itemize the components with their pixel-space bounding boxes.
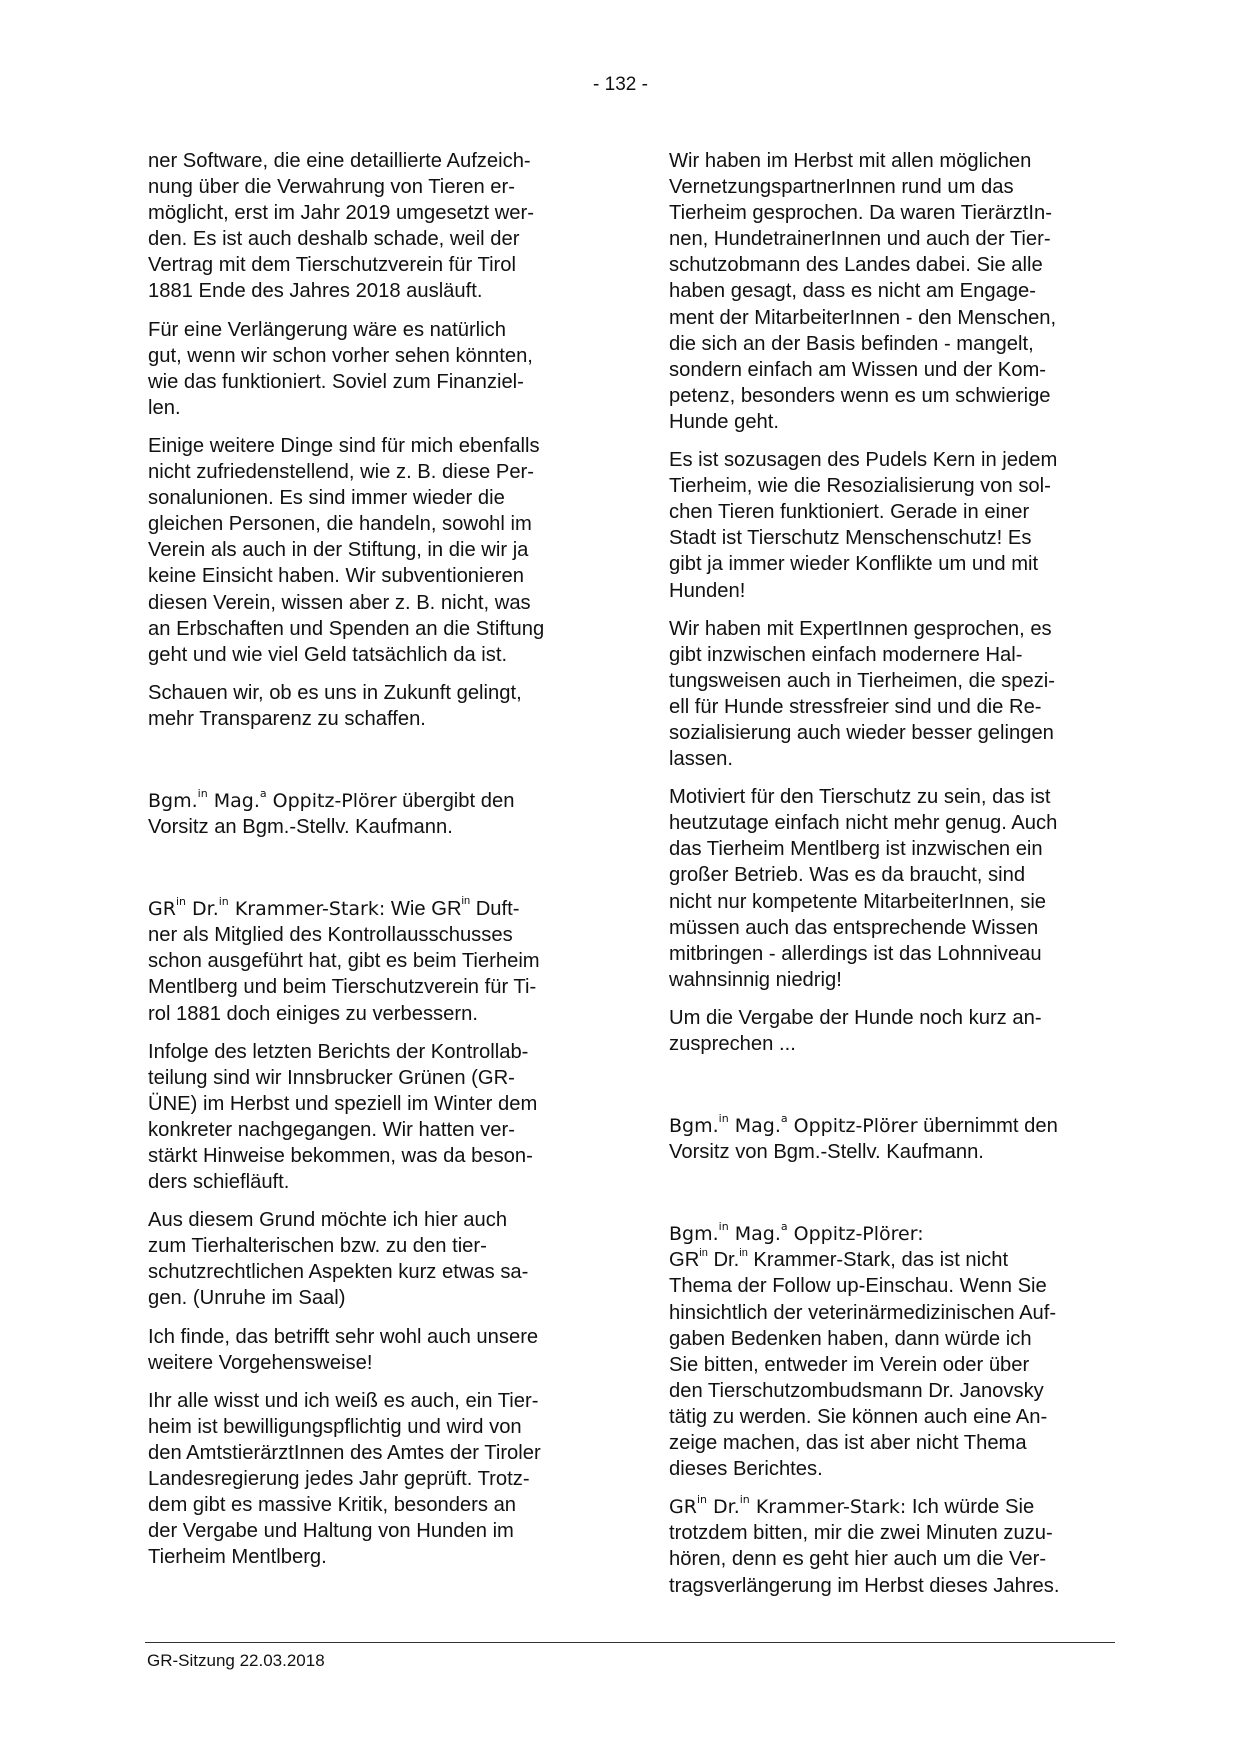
paragraph: Wir haben mit ExpertInnen gesprochen, es gibt inzwischen einfach modernere Hal- tungsweisen auch in Tierheimen, die spezi- ell für Hunde stressfreier sind und die Re- sozialisierung auch wieder besser gelingen lassen. [669,617,1056,771]
chair-handover-note: Bgm.$^{in}$ Mag.$^a$ Oppitz-Plörer übergibt den Vorsitz an Bgm.-Stellv. Kaufmann. [148,786,515,839]
speaker-name: Bgm.$^{in}$ Mag.$^a$ Oppitz-Plörer: [669,1219,924,1246]
footer-session-label: GR-Sitzung 22.03.2018 [147,1651,325,1670]
paragraph: Wir haben im Herbst mit allen möglichen VernetzungspartnerInnen rund um das Tierheim gesprochen. Da waren TierärztIn- nen, HundetrainerInnen und auch der Tier- schutzobmann des Landes dabei. Sie alle haben gesagt, dass es nicht am Engage- ment der MitarbeiterInnen - den Menschen, die sich an der Basis befinden - mangelt, sondern einfach am Wissen und der Kom- petenz, besonders wenn es um schwierige Hunde geht. [669,150,1057,433]
speech-paragraph: $GR^{in}$ Dr.$^{in}$ Krammer-Stark: Ich würde Sie trotzdem bitten, mir die zwei Minuten zuzu- hören, denn es geht hier auch um die Ver- tragsverlängerung im Herbst dieses Jahres. [669,1492,1060,1597]
left-column [148,148,600,1582]
paragraph: Infolge des letzten Berichts der Kontrollab- teilung sind wir Innsbrucker Grünen (GR- ÜNE) im Herbst und speziell im Winter dem konkreter nachgegangen. Wir hatten ver- stärkt Hinweise bekommen, was da beson- ders schiefläuft. [148,1040,538,1194]
paragraph: Einige weitere Dinge sind für mich ebenfalls nicht zufriedenstellend, wie z. B. diese Per- sonalunionen. Es sind immer wieder die gleichen Personen, die handeln, sowohl im Verein als auch in der Stiftung, in die wir ja keine Einsicht haben. Wir subventionieren diesen Verein, wissen aber z. B. nicht, was an Erbschaften und Spenden an die Stiftung geht und wie viel Geld tatsächlich da ist. [148,434,545,666]
chair-takeover-note: Bgm.$^{in}$ Mag.$^a$ Oppitz-Plörer übernimmt den Vorsitz von Bgm.-Stellv. Kaufmann. [669,1111,1058,1164]
footer-divider [145,1642,1115,1643]
paragraph: Aus diesem Grund möchte ich hier auch zum Tierhalterischen bzw. zu den tier- schutzrechtlichen Aspekten kurz etwas sa- gen. (Unruhe im Saal) [148,1209,529,1310]
paragraph: Für eine Verlängerung wäre es natürlich gut, wenn wir schon vorher sehen könnten, wie das funktioniert. Soviel zum Finanziel- len. [148,318,533,419]
paragraph: Um die Vergabe der Hunde noch kurz an- zusprechen ... [669,1006,1042,1055]
page-number: - 132 - [593,74,648,95]
speaker-name: $GR^{in}$ Dr.$^{in}$ Krammer-Stark: [148,894,386,921]
paragraph: Motiviert für den Tierschutz zu sein, das ist heutzutage einfach nicht mehr genug. Auch das Tierheim Mentlberg ist inzwischen ein großer Betrieb. Was es da braucht, sind nicht nur kompetente MitarbeiterInnen, sie müssen auch das entsprechende Wissen mitbringen - allerdings ist das Lohnniveau wahnsinnig niedrig! [669,786,1058,991]
paragraph: Es ist sozusagen des Pudels Kern in jedem Tierheim, wie die Resozialisierung von sol- chen Tieren funktioniert. Gerade in einer Stadt ist Tierschutz Menschenschutz! Es gibt ja immer wieder Konflikte um und mit Hunden! [669,449,1058,602]
speaker-name: $GR^{in}$ Dr.$^{in}$ Krammer-Stark: [669,1492,907,1519]
paragraph: Ich finde, das betrifft sehr wohl auch unsere weitere Vorgehensweise! [148,1325,539,1374]
speaker-name: Bgm.$^{in}$ Mag.$^a$ Oppitz-Plörer [669,1111,918,1138]
paragraph: Ihr alle wisst und ich weiß es auch, ein Tier- heim ist bewilligungspflichtig und wird von den AmtstierärztInnen des Amtes der Tiroler Landesregierung jedes Jahr geprüft. Trotz- dem gibt es massive Kritik, besonders an der Vergabe und Haltung von Hunden im Tierheim Mentlberg. [148,1389,541,1569]
paragraph: Schauen wir, ob es uns in Zukunft gelingt, mehr Transparenz zu schaffen. [148,681,522,730]
speaker-name: Bgm.$^{in}$ Mag.$^a$ Oppitz-Plörer [148,786,397,812]
speech-paragraph: $GR^{in}$ Dr.$^{in}$ Krammer-Stark: Wie $GR^{in}$ Duft- ner als Mitglied des Kontrollausschusses schon ausgeführt hat, gibt es beim Tierheim Mentlberg und beim Tierschutzverein für Ti- rol 1881 doch einiges zu verbessern. [148,894,540,1025]
addressee: $GR^{in}$ Dr.$^{in}$ [669,1246,748,1272]
paragraph: ner Software, die eine detaillierte Aufzeich- nung über die Verwahrung von Tieren er- möglicht, erst im Jahr 2019 umgesetzt wer- den. Es ist auch deshalb schade, weil der Vertrag mit dem Tierschutzverein für Tirol 1881 Ende des Jahres 2018 ausläuft. [148,150,534,303]
right-column [669,148,1121,1599]
chair-speech: Bgm.$^{in}$ Mag.$^a$ Oppitz-Plörer: $GR^{in}$ Dr.$^{in}$ Krammer-Stark, das ist nicht Thema der Follow up-Einschau. Wenn Sie hinsichtlich der veterinärmedizinischen Auf- gaben Bedenken haben, dann würde ich Sie bitten, entweder im Verein oder über den Tierschutzombudsmann Dr. Janovsky tätig zu werden. Sie können auch eine An- zeige machen, das ist aber nicht Thema dieses Berichtes. [669,1219,1057,1481]
